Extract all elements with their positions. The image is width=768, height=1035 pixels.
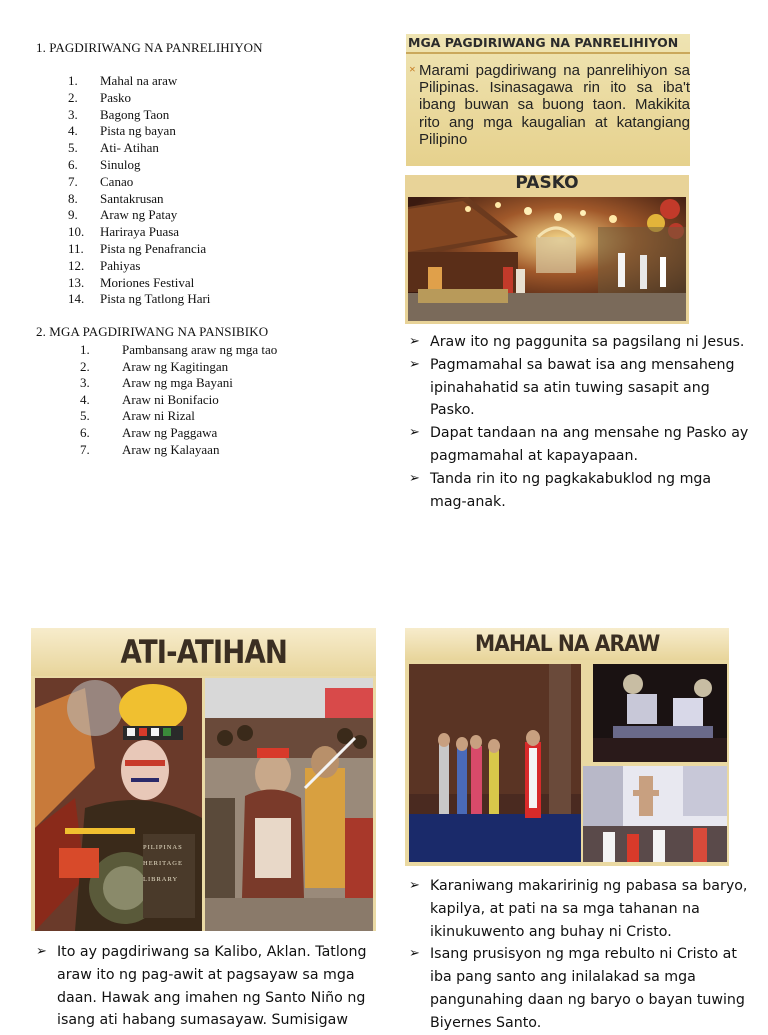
list-item [68,224,328,241]
list-item [68,291,328,308]
slide-mahal-na-araw-heading: MAHAL NA ARAW [474,631,660,657]
list-item-number: 3. [80,375,90,391]
list-item [68,107,328,124]
list-item-text: Hariraya Puasa [100,224,180,240]
list-item-text: Bagong Taon [100,106,170,122]
list-item-number: 7. [68,173,78,189]
bullet-item [409,943,749,1034]
slide-panrelihiyon [406,34,690,166]
list-item-text: Mahal na araw [100,73,178,88]
list-item [80,375,340,392]
slide-pasko [405,175,689,324]
arrow-bullet-icon: ➢ [409,946,420,962]
x-bullet-icon: × [409,62,416,76]
list-item [68,140,328,157]
bullet-item [409,422,749,468]
slide-ati-atihan [31,628,376,931]
list-item-text: Pasko [100,89,132,105]
list-item-text: Pista ng Tatlong Hari [100,291,211,307]
mahal-na-araw-procession-photo [593,664,727,762]
arrow-bullet-icon: ➢ [409,470,420,486]
list-item-text: Pambansang araw ng mga tao [122,342,278,357]
list-item-number: 13. [68,274,85,290]
list-item [68,157,328,174]
list-item-text: Sinulog [100,156,141,172]
list-item [68,174,328,191]
bullet-text: Tanda rin ito ng pagkakabuklod ng mga mag-anak. [430,470,712,510]
bullet-text: Araw ito ng paggunita sa pagsilang ni Jesus. [430,334,745,350]
arrow-bullet-icon: ➢ [409,425,420,441]
arrow-bullet-icon: ➢ [409,334,420,349]
list-item-number: 6. [80,424,90,440]
list-item [80,342,340,359]
list-item-number: 1. [80,342,90,357]
bullet-text: Isang prusisyon ng mga rebulto ni Cristo at iba pang santo ang inilalakad sa mga pangunahing daan ng baryo o bayan tuwing Biyernes Santo. [430,946,745,1031]
slide-mahal-na-araw [405,628,729,866]
mahal-na-araw-crowd-photo [583,766,727,862]
bullet-text: Dapat tandaan na ang mensahe ng Pasko ay pagmamahal at kapayapaan. [430,425,749,464]
mahal-na-araw-stage-photo [409,664,581,862]
list-item-text: Araw ng mga Bayani [122,375,233,391]
list-item-text: Araw ng Kagitingan [122,358,229,374]
list-item [80,392,340,409]
list-item-number: 1. [68,73,78,88]
slide-pasko-heading: PASKO [515,173,579,193]
list-item-text: Ati- Atihan [100,140,159,156]
pasko-photo [408,197,686,321]
section1-list [68,73,328,308]
heritage-book-text: PILIPINAS HERITAGE LIBRARY [143,844,183,883]
list-item-text: Canao [100,173,134,189]
list-item-number: 6. [68,156,78,172]
list-item-text: Pista ng bayan [100,123,176,139]
arrow-bullet-icon: ➢ [409,878,420,893]
list-item-text: Santakrusan [100,190,164,206]
list-item-number: 7. [80,441,90,457]
list-item-number: 14. [68,291,85,307]
list-item-number: 2. [68,89,78,105]
list-item [68,73,328,90]
list-item-number: 4. [68,123,78,139]
list-item-number: 10. [68,224,85,240]
pasko-bullets [409,331,749,513]
bullet-item [409,875,749,943]
arrow-bullet-icon: ➢ [409,356,420,372]
list-item-text: Moriones Festival [100,274,195,290]
bullet-item [409,331,749,354]
list-item-text: Araw ng Patay [100,207,178,223]
list-item-number: 5. [80,408,90,424]
list-item [68,275,328,292]
bullet-text: Ito ay pagdiriwang sa Kalibo, Aklan. Tatlong araw ito ng pag-awit at pagsayaw sa mga daan. Hawak ang imahen ng Santo Niño ng isang ati habang sumasayaw. Sumisigaw [57,944,367,1029]
bullet-item [409,468,749,514]
list-item-text: Araw ni Rizal [122,408,195,424]
list-item-number: 4. [80,391,90,407]
list-item [68,258,328,275]
bullet-text: Karaniwang makaririnig ng pabasa sa baryo, kapilya, at pati na sa mga tahanan na ikinukuwento ang buhay ni Cristo. [430,878,748,940]
list-item-number: 12. [68,257,85,273]
arrow-bullet-icon: ➢ [36,944,47,959]
list-item-text: Pista ng Penafrancia [100,240,207,256]
section2-list [80,342,340,458]
list-item-number: 2. [80,358,90,374]
bullet-item [409,354,749,422]
list-item-number: 8. [68,190,78,206]
list-item [68,241,328,258]
list-item-text: Araw ni Bonifacio [122,391,219,407]
section2-title: 2. MGA PAGDIRIWANG NA PANSIBIKO [36,324,269,339]
list-item [68,90,328,107]
list-item-number: 5. [68,140,78,156]
list-item [80,408,340,425]
slide-panrelihiyon-heading: MGA PAGDIRIWANG NA PANRELIHIYON [408,35,679,50]
list-item [68,123,328,140]
slide-ati-atihan-heading: ATI-ATIHAN [120,633,287,671]
list-item [68,207,328,224]
bullet-item [36,941,376,1032]
list-item-text: Pahiyas [100,257,141,273]
list-item-number: 3. [68,106,78,122]
ati-atihan-costume-photo [35,678,202,931]
list-item-text: Araw ng Paggawa [122,424,218,440]
mahal-na-araw-bullets [409,875,749,1035]
list-item-text: Araw ng Kalayaan [122,441,220,457]
ati-atihan-bullets [36,941,376,1032]
slide-panrelihiyon-body: Marami pagdiriwang na panrelihiyon sa Pilipinas. Isinasagawa rin ito sa iba't ibang buwan sa buong taon. Makikita rito ang mga kaugalian at katangiang Pilipino [419,62,690,148]
list-item-number: 11. [68,240,84,256]
list-item [68,191,328,208]
list-item [80,359,340,376]
list-item-number: 9. [68,207,78,223]
ati-atihan-street-photo [205,678,373,931]
section1-title: 1. PAGDIRIWANG NA PANRELIHIYON [36,40,263,55]
list-item [80,442,340,459]
bullet-text: Pagmamahal sa bawat isa ang mensaheng ipinahahatid sa atin tuwing sasapit ang Pasko. [430,356,735,419]
list-item [80,425,340,442]
